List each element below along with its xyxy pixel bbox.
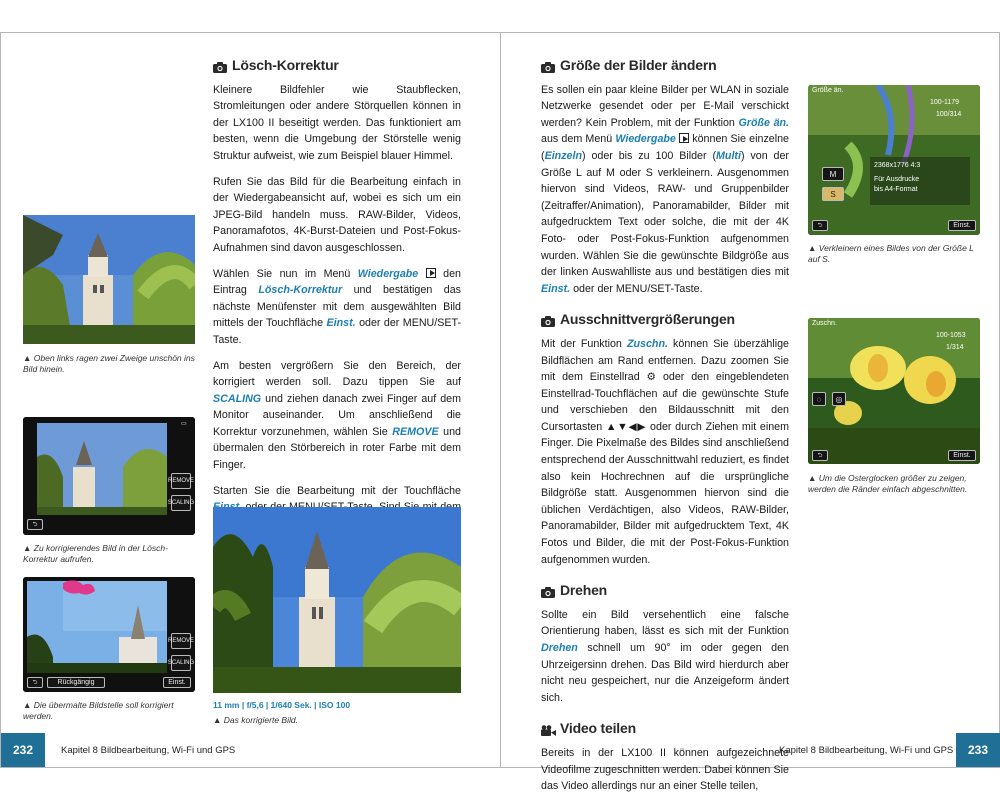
remove-button[interactable]: REMOVE (171, 633, 191, 649)
battery-icon: ▭ (181, 421, 187, 427)
scaling-button[interactable]: SCALING (171, 495, 191, 511)
paragraph-video: Bereits in der LX100 II können aufgezeichnete Videofilme zugeschnitten werden. Dabei können Sie das Video allerdings nur an einer Stelle teilen, (541, 746, 789, 793)
camera-screen-resize (808, 85, 980, 235)
playback-icon (679, 133, 689, 143)
back-button[interactable]: ⮌ (27, 677, 43, 688)
set-button[interactable]: Einst. (948, 450, 976, 461)
caption-resize: ▲ Verkleinern eines Bildes von der Größe L auf S. (808, 243, 974, 264)
remove-button[interactable]: REMOVE (171, 473, 191, 489)
zoom-in-button[interactable]: ◎ (832, 392, 846, 406)
footer-right: Kapitel 8 Bildbearbeitung, Wi-Fi und GPS (779, 744, 954, 756)
caption-4: ▲ Das korrigierte Bild. (213, 715, 298, 725)
resize-title: Größe än. (812, 87, 844, 94)
image-size: 2368x1776 4:3 (874, 162, 921, 169)
back-button[interactable]: ⮌ (27, 519, 43, 530)
set-button[interactable]: Einst. (163, 677, 191, 688)
camera-icon (541, 314, 555, 325)
video-camera-icon (541, 723, 555, 734)
paragraph-resize: Es sollen ein paar kleine Bilder per WLAN in soziale Netzwerke gesendet oder per E-Mail verschickt werden? Kein Problem, mit der Funktion Größe än. aus dem Menü Wiedergabe können Sie einzelne (Einzeln) oder bis zu 100 Bilder (Multi) von der Größe L auf M oder S verkleinern. Ausgenommen hiervon sind Videos, RAW- und Gruppenbilder (Zeitraffer/Animation), Panoramabilder, Bilder mit aufgedrucktem Text oder solche, die mit der 4K Foto- oder Post-Fokus-Funktion aufgenommen wurden. Wählen Sie die gewünschte Bildgröße aus der linken Auswahlliste aus und bestätigen dies mit Einst. oder der MENU/SET-Taste. (541, 83, 790, 295)
camera-icon (541, 60, 555, 71)
back-button[interactable]: ⮌ (812, 220, 828, 231)
photo-exif: 11 mm | f/5,6 | 1/640 Sek. | ISO 100 (213, 700, 351, 710)
zoom-out-button[interactable]: ◌ (812, 392, 826, 406)
back-button[interactable]: ⮌ (812, 450, 828, 461)
section-title-drehen: Drehen (541, 582, 789, 599)
paragraph-2: Rufen Sie das Bild für die Bearbeitung einfach in der Wiedergabeansicht auf, wobei es sich um ein JPEG-Bild handeln muss. RAW-Bilder, Videos, Panoramafotos, 4K-Burst-Dateien und Post-Fokus-Aufnahmen sind davon ausgeschlossen. (213, 175, 461, 254)
caption-2: ▲ Zu korrigierendes Bild in der Lösch-Korrektur aufrufen. (23, 543, 168, 564)
page-number-right: 233 (956, 733, 1000, 767)
paragraph-crop: Mit der Funktion Zuschn. können Sie überzählige Bildflächen am Rand entfernen. Dazu zoomen Sie mit dem Einstellrad ⚙ oder den eingeblendeten Einstellrad-Touchflächen auf die gewünschte Stufe und verschieben den Bildausschnitt mit den Cursortasten ▲▼◀▶ oder durch Ziehen mit einem Finger. Die Pixelmaße des Bildes sind anschließend entsprechend der Ausschnittwahl reduziert, es findet also kein Hochrechnen auf die ursprüngliche Bildgröße statt. Ausgenommen hiervon sind die üblichen Verdächtigen, also Videos, RAW-Bilder, Panoramabilder, Bilder mit aufgedrucktem Text, 4K Fotos und Bilder, die mit der Post-Fokus-Funktion aufgenommen wurden. (541, 337, 789, 566)
section-title-video: Video teilen (541, 720, 789, 737)
left-text-column (213, 57, 461, 558)
camera-icon (213, 60, 227, 71)
right-page (500, 32, 1000, 793)
size-note-1: Für Ausdrucke (874, 176, 920, 183)
size-note-2: bis A4-Format (874, 186, 918, 193)
caption-3: ▲ Die übermalte Bildstelle soll korrigiert werden. (23, 700, 174, 721)
paragraph-rotate: Sollte ein Bild versehentlich eine falsche Orientierung haben, lässt es sich mit der Funktion Drehen schnell um 90° im oder gegen den Uhrzeigersinn drehen. Das Bild wird hierdurch aber nicht neu gespeichert, nur die Anzeigeform ändert sich. (541, 608, 789, 704)
camera-screen-crop (808, 318, 980, 464)
left-page (0, 32, 500, 768)
file-number: 100-1179 (930, 99, 960, 106)
paragraph-1: Kleinere Bildfehler wie Staubflecken, Stromleitungen oder andere Störquellen können in der LX100 II beseitigt werden. Das funktioniert am besten, wenn die Umgebung der Störstelle wenig Struktur aufweist, wie zum Beispiel blauer Himmel. (213, 83, 461, 162)
camera-screen-painted (23, 577, 195, 692)
file-number: 100-1053 (936, 332, 966, 339)
set-button[interactable]: Einst. (948, 220, 976, 231)
section-title-text: Lösch-Korrektur (232, 57, 339, 73)
playback-icon (426, 268, 436, 278)
footer-left: Kapitel 8 Bildbearbeitung, Wi-Fi und GPS (61, 744, 236, 756)
church-photo-original (23, 215, 195, 344)
right-text-column (541, 57, 789, 804)
image-count: 100/314 (936, 111, 962, 118)
page-number-left: 232 (1, 733, 45, 767)
caption-1: ▲ Oben links ragen zwei Zweige unschön ins Bild hinein. (23, 353, 195, 374)
church-photo-corrected (213, 507, 461, 693)
scaling-button[interactable]: SCALING (171, 655, 191, 671)
caption-crop: ▲ Um die Osterglocken größer zu zeigen, werden die Ränder einfach abgeschnitten. (808, 473, 968, 494)
image-count: 1/314 (946, 344, 964, 351)
camera-icon (541, 585, 555, 596)
paragraph-5: Starten Sie die Bearbeitung mit der Touchfläche (213, 484, 461, 497)
undo-button[interactable]: Rückgängig (47, 677, 105, 688)
camera-screen-loesch-korrektur (23, 417, 195, 535)
crop-title: Zuschn. (812, 320, 837, 327)
section-title-loesch-korrektur (213, 57, 461, 74)
paragraph-4: Am besten vergrößern Sie den Bereich, der korrigiert werden soll. Dazu tippen Sie auf SCALING und ziehen danach zwei Finger auf dem Monitor auseinander. Um anschließend die Korrektur vorzunehmen, wählen Sie REMOVE und übermalen den Störbereich in roter Farbe mit dem Finger. (213, 359, 461, 472)
section-title-groesse: Größe der Bilder ändern (541, 57, 789, 74)
section-title-ausschnitt: Ausschnittvergrößerungen (541, 311, 789, 328)
paragraph-3: Wählen Sie nun im Menü Wiedergabe den Eintrag Lösch-Korrektur und bestätigen das nächste Menüfenster mit dem ausgewählten Bild mittels der Touchfläche Einst. oder der MENU/SET-Taste. (213, 267, 461, 346)
size-option-s[interactable]: S (822, 187, 844, 201)
size-option-m[interactable]: M (822, 167, 844, 181)
